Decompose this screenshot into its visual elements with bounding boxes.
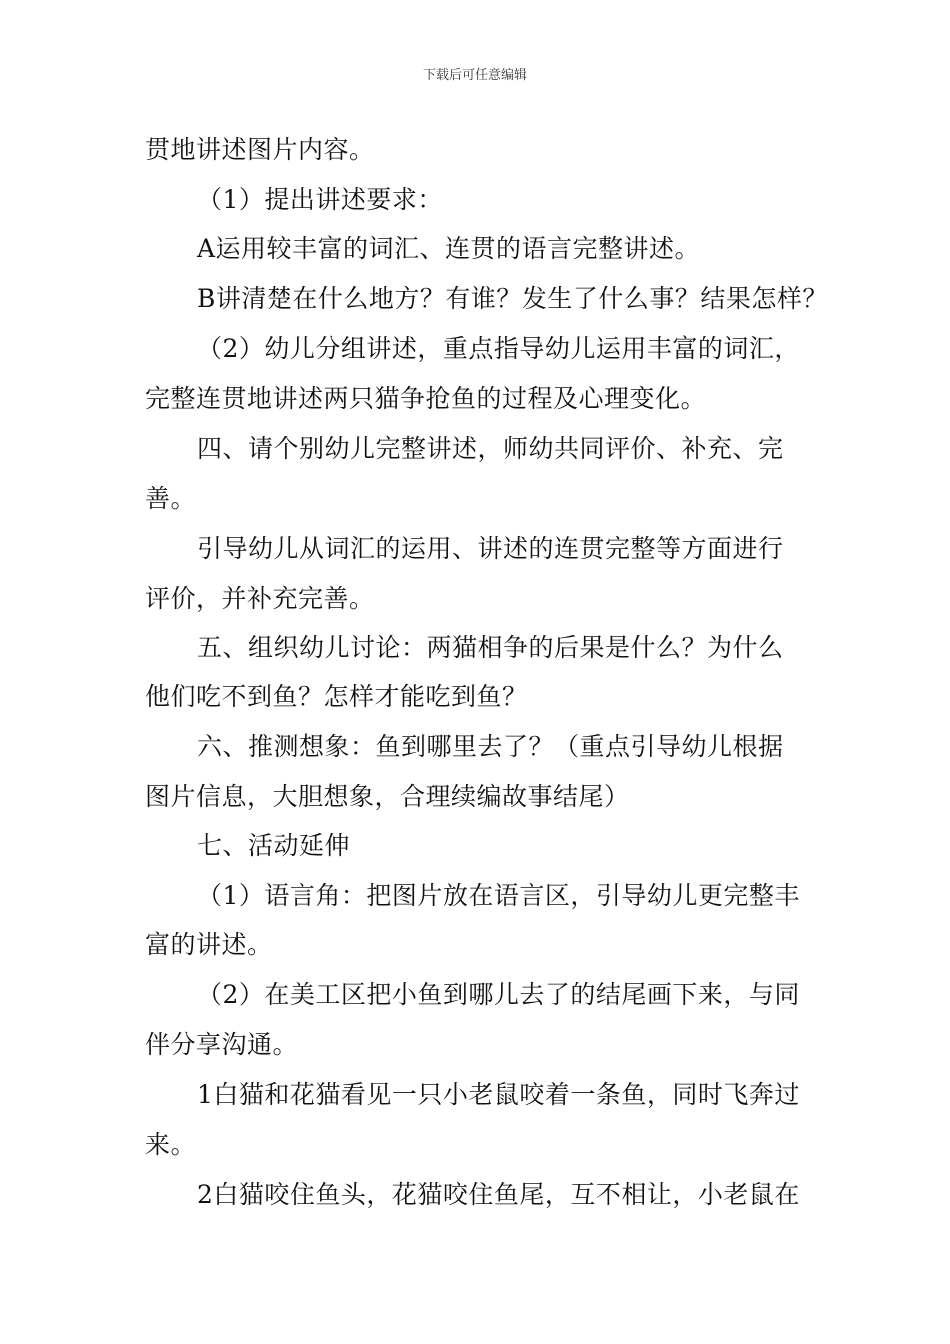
paragraph-line: 图片信息，大胆想象，合理续编故事结尾） bbox=[145, 782, 630, 811]
page-header: 下载后可任意编辑 bbox=[422, 68, 527, 83]
paragraph-line: 五、组织幼儿讨论：两猫相争的后果是什么？为什么 bbox=[197, 633, 784, 662]
section-heading: 七、活动延伸 bbox=[197, 831, 351, 860]
paragraph-line: 评价，并补充完善。 bbox=[145, 584, 375, 613]
paragraph-line: （2）在美工区把小鱼到哪儿去了的结尾画下来，与同 bbox=[197, 980, 800, 1009]
paragraph-line: 善。 bbox=[145, 484, 197, 513]
paragraph-line: 完整连贯地讲述两只猫争抢鱼的过程及心理变化。 bbox=[145, 384, 707, 413]
paragraph-line: 富的讲述。 bbox=[145, 930, 273, 959]
paragraph-line: （2）幼儿分组讲述，重点指导幼儿运用丰富的词汇， bbox=[197, 334, 800, 363]
paragraph-line: 1白猫和花猫看见一只小老鼠咬着一条鱼，同时飞奔过 bbox=[197, 1080, 800, 1109]
paragraph-line: B讲清楚在什么地方？有谁？发生了什么事？结果怎样？ bbox=[197, 284, 828, 313]
paragraph-line: 四、请个别幼儿完整讲述，师幼共同评价、补充、完 bbox=[197, 434, 784, 463]
paragraph-line: 来。 bbox=[145, 1130, 197, 1159]
paragraph-line: A运用较丰富的词汇、连贯的语言完整讲述。 bbox=[197, 234, 701, 263]
paragraph-line: 2白猫咬住鱼头，花猫咬住鱼尾，互不相让，小老鼠在 bbox=[197, 1180, 800, 1209]
paragraph-line: 他们吃不到鱼？怎样才能吃到鱼？ bbox=[145, 682, 528, 711]
paragraph-line: （1）提出讲述要求： bbox=[197, 185, 443, 214]
paragraph-line: （1）语言角：把图片放在语言区，引导幼儿更完整丰 bbox=[197, 881, 800, 910]
paragraph-line: 贯地讲述图片内容。 bbox=[145, 135, 375, 164]
paragraph-line: 引导幼儿从词汇的运用、讲述的连贯完整等方面进行 bbox=[197, 534, 784, 563]
paragraph-line: 六、推测想象：鱼到哪里去了？（重点引导幼儿根据 bbox=[197, 732, 784, 761]
paragraph-line: 伴分享沟通。 bbox=[145, 1030, 299, 1059]
